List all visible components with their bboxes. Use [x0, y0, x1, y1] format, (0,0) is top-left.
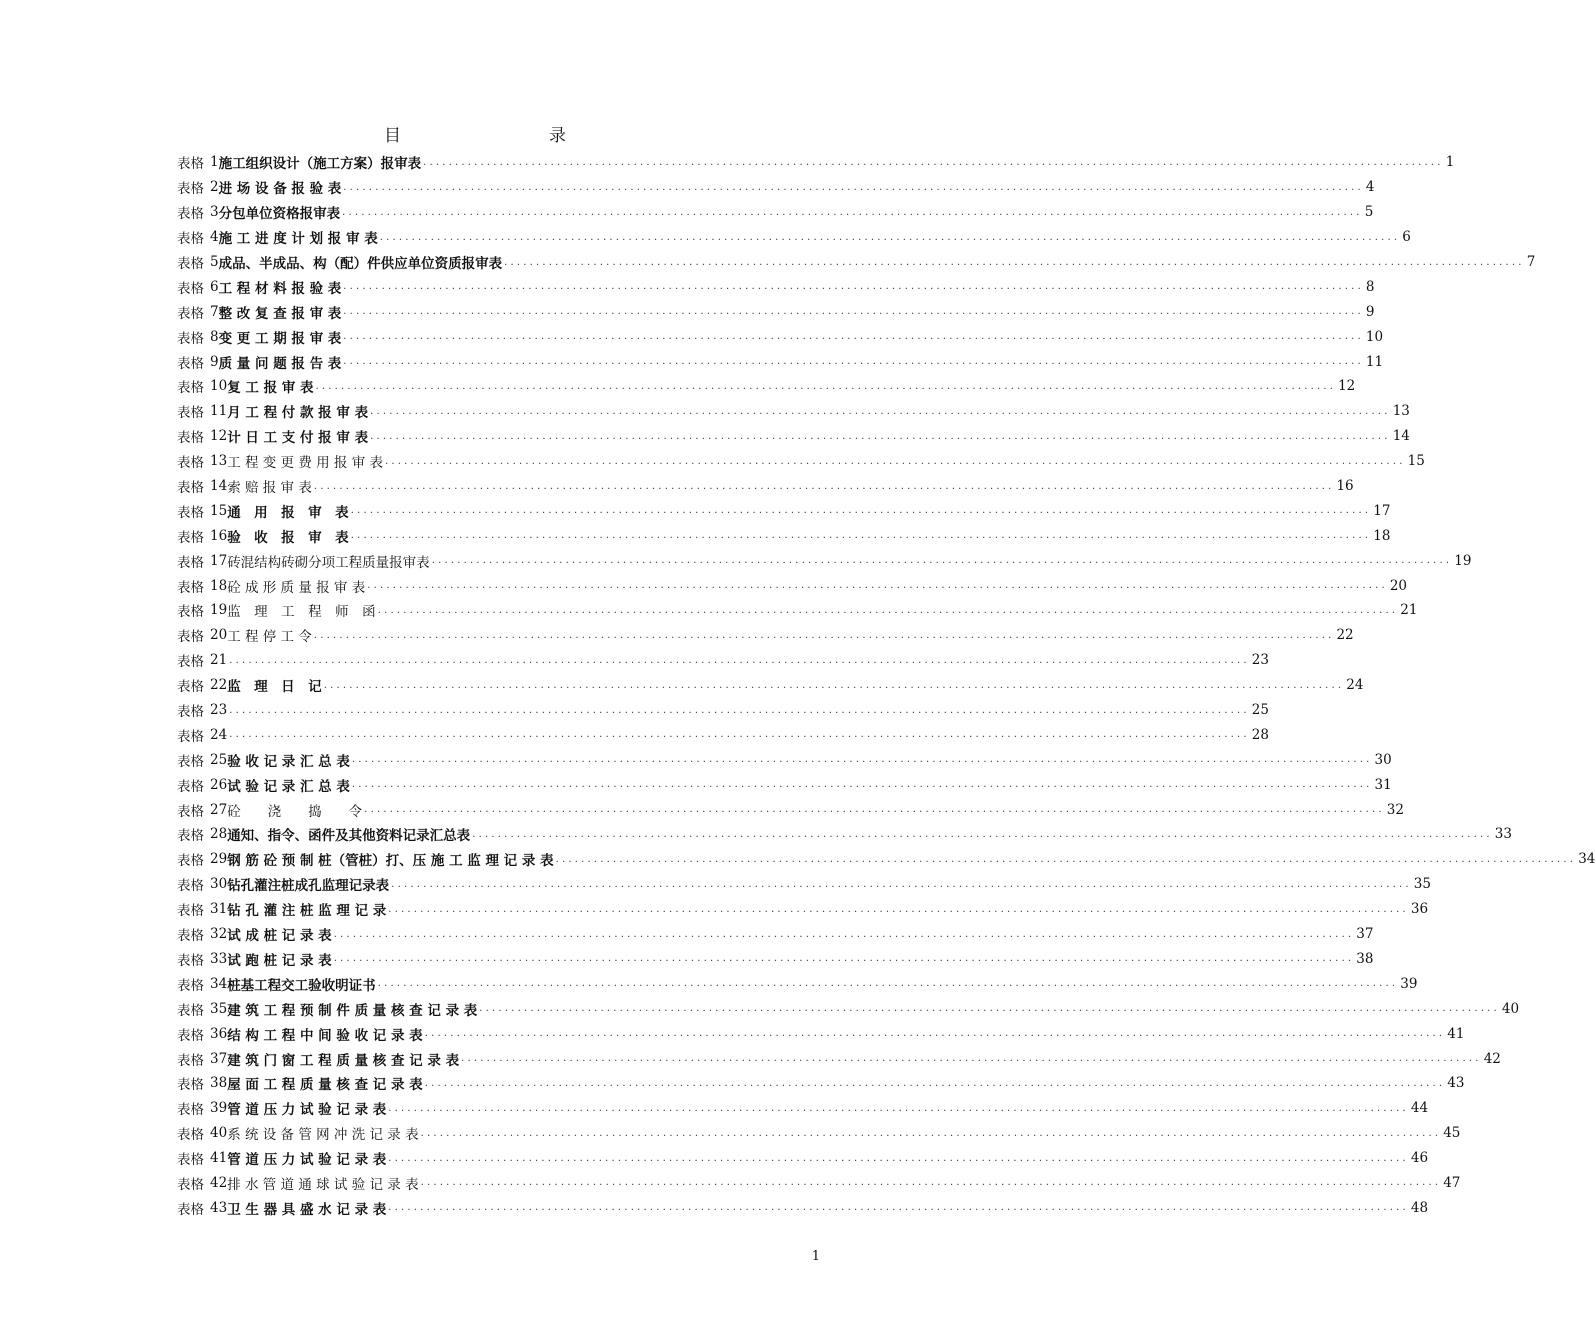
- toc-entry[interactable]: [177, 299, 1375, 324]
- toc-entry-number: 39: [210, 1100, 228, 1117]
- toc-entry-number: 3: [210, 204, 219, 221]
- toc-entry-leader: ................................................................................................................................................................: [424, 1077, 1446, 1089]
- toc-entry-leader: ................................................................................................................................................................: [377, 978, 1399, 990]
- toc-entry[interactable]: [177, 947, 1374, 972]
- toc-entry-leader: ................................................................................................................................................................: [367, 580, 1388, 592]
- toc-entry-prefix: 表格: [177, 1027, 204, 1044]
- toc-entry-prefix: 表格: [177, 778, 204, 795]
- toc-entry-leader: ................................................................................................................................................................: [388, 1202, 1409, 1214]
- toc-entry-prefix: 表格: [177, 878, 204, 895]
- toc-entry-title: 月 工 程 付 款 报 审 表: [227, 405, 369, 422]
- toc-entry[interactable]: [177, 797, 1404, 822]
- toc-entry-page: 12: [1338, 378, 1356, 395]
- toc-entry-page: 21: [1400, 602, 1418, 619]
- toc-entry-title: 钢 筋 砼 预 制 桩（管桩）打、压 施 工 监 理 记 录 表: [227, 853, 554, 870]
- toc-entry-title: 通 用 报 审 表: [227, 504, 349, 521]
- toc-entry-leader: ................................................................................................................................................................: [343, 331, 1364, 343]
- toc-entry-leader: ................................................................................................................................................................: [343, 306, 1364, 318]
- toc-entry-prefix: 表格: [177, 554, 204, 571]
- toc-entry-prefix: 表格: [177, 455, 204, 472]
- toc-entry[interactable]: [177, 1146, 1429, 1171]
- toc-entry-number: 22: [210, 677, 228, 694]
- toc-entry[interactable]: [177, 772, 1392, 797]
- toc-entry-page: 37: [1356, 926, 1374, 943]
- toc-entry-prefix: 表格: [177, 704, 204, 721]
- toc-entry[interactable]: [177, 523, 1391, 548]
- toc-entry[interactable]: [177, 324, 1384, 349]
- toc-entry-title: 施工组织设计（施工方案）报审表: [218, 156, 422, 173]
- toc-entry-page: 48: [1410, 1199, 1429, 1216]
- toc-entry-title: 试 验 记 录 汇 总 表: [227, 778, 350, 795]
- toc-entry-number: 35: [210, 1000, 228, 1017]
- toc-entry-prefix: 表格: [177, 1176, 204, 1193]
- toc-entry-prefix: 表格: [177, 952, 204, 969]
- toc-entry-number: 38: [210, 1075, 228, 1092]
- toc-entry-number: 7: [210, 303, 219, 320]
- toc-entry[interactable]: [177, 922, 1374, 947]
- toc-entry-title: 试 跑 桩 记 录 表: [227, 952, 332, 969]
- toc-entry[interactable]: [177, 1121, 1461, 1146]
- toc-entry-title: 工 程 停 工 令: [227, 629, 312, 646]
- toc-entry-number: 24: [210, 726, 228, 743]
- toc-entry-number: 21: [210, 652, 228, 669]
- toc-entry-number: 43: [210, 1199, 228, 1216]
- toc-entry[interactable]: [177, 424, 1410, 449]
- toc-entry-prefix: 表格: [177, 181, 204, 198]
- toc-entry-number: 1: [210, 154, 219, 171]
- toc-entry-number: 19: [210, 602, 228, 619]
- toc-entry-leader: ................................................................................................................................................................: [370, 405, 1391, 417]
- toc-entry-title: 索 赔 报 审 表: [227, 480, 312, 497]
- toc-entry[interactable]: [177, 250, 1536, 275]
- toc-entry-prefix: 表格: [177, 305, 204, 322]
- toc-entry-leader: ................................................................................................................................................................: [342, 206, 1363, 218]
- toc-entry-number: 33: [210, 950, 228, 967]
- toc-entry-leader: ................................................................................................................................................................: [388, 1102, 1409, 1114]
- toc-entry-title: 管 道 压 力 试 验 记 录 表: [227, 1152, 387, 1169]
- toc-entry[interactable]: [177, 498, 1391, 523]
- toc-entry-title: 钻孔灌注桩成孔监理记录表: [227, 878, 390, 895]
- toc-entry-number: 41: [210, 1150, 228, 1167]
- toc-entry-prefix: 表格: [177, 903, 204, 920]
- toc-entry-number: 6: [210, 278, 219, 295]
- toc-entry-page: 1: [1445, 154, 1455, 171]
- toc-entry-page: 39: [1400, 975, 1418, 992]
- toc-entry-number: 9: [210, 353, 219, 370]
- toc-entry-page: 8: [1365, 278, 1375, 295]
- toc-entry[interactable]: [177, 648, 1269, 673]
- toc-entry-title: 进 场 设 备 报 验 表: [218, 181, 342, 198]
- toc-entry-page: 24: [1346, 677, 1364, 694]
- toc-entry-leader: ................................................................................................................................................................: [229, 654, 1250, 666]
- toc-entry-number: 31: [210, 901, 228, 918]
- toc-entry-title: 砖混结构砖砌分项工程质量报审表: [227, 554, 430, 571]
- toc-entry-page: 36: [1410, 901, 1429, 918]
- toc-entry-prefix: 表格: [177, 1002, 204, 1019]
- toc-entry-prefix: 表格: [177, 928, 204, 945]
- toc-entry-number: 17: [210, 552, 228, 569]
- toc-entry-leader: ................................................................................................................................................................: [472, 828, 1493, 840]
- toc-entry-page: 30: [1374, 751, 1392, 768]
- toc-entry-page: 17: [1373, 502, 1391, 519]
- toc-entry[interactable]: [177, 996, 1520, 1021]
- toc-entry[interactable]: [177, 872, 1431, 897]
- toc-entry-prefix: 表格: [177, 728, 204, 745]
- toc-entry-leader: ................................................................................................................................................................: [424, 1028, 1446, 1040]
- toc-entry-prefix: 表格: [177, 803, 204, 820]
- toc-entry-leader: ................................................................................................................................................................: [379, 231, 1401, 243]
- toc-entry-page: 20: [1389, 577, 1408, 594]
- toc-entry[interactable]: [177, 971, 1418, 996]
- toc-entry-title: 验 收 报 审 表: [227, 529, 349, 546]
- toc-entry-page: 14: [1392, 428, 1410, 445]
- toc-entry-page: 47: [1443, 1174, 1461, 1191]
- toc-entry[interactable]: [177, 573, 1408, 598]
- toc-title-char: 目: [384, 126, 401, 146]
- toc-entry-prefix: 表格: [177, 280, 204, 297]
- toc-entry-number: 14: [210, 478, 228, 495]
- toc-entry-title: 成品、半成品、构（配）件供应单位资质报审表: [218, 256, 503, 272]
- toc-entry-prefix: 表格: [177, 231, 204, 248]
- toc-entry-leader: ................................................................................................................................................................: [388, 1152, 1409, 1164]
- toc-entry[interactable]: [177, 150, 1455, 175]
- toc-entry-leader: ................................................................................................................................................................: [423, 156, 1444, 168]
- toc-entry-prefix: 表格: [177, 604, 204, 621]
- toc-entry-page: 43: [1447, 1075, 1465, 1092]
- toc-entry-page: 33: [1494, 826, 1512, 843]
- toc-entry-number: 25: [210, 751, 228, 768]
- toc-entry[interactable]: [177, 1021, 1465, 1046]
- toc-entry-leader: ................................................................................................................................................................: [370, 430, 1391, 442]
- toc-entry[interactable]: [177, 598, 1418, 623]
- toc-entry-title: 计 日 工 支 付 报 审 表: [227, 430, 369, 447]
- toc-entry-title: 管 道 压 力 试 验 记 录 表: [227, 1102, 387, 1119]
- toc-entry-leader: ................................................................................................................................................................: [461, 1053, 1482, 1064]
- toc-entry-number: 12: [210, 428, 228, 445]
- toc-entry-leader: ................................................................................................................................................................: [333, 953, 1355, 965]
- toc-entry-leader: ................................................................................................................................................................: [420, 1127, 1442, 1139]
- toc-entry-number: 32: [210, 926, 228, 943]
- toc-entry-leader: ................................................................................................................................................................: [391, 878, 1412, 890]
- toc-entry-number: 27: [210, 801, 228, 818]
- toc-entry-number: 18: [210, 577, 228, 594]
- toc-entry-title: 通知、指令、函件及其他资料记录汇总表: [227, 828, 471, 845]
- toc-entry-page: 28: [1251, 726, 1269, 743]
- toc-entry-number: 34: [210, 975, 228, 992]
- toc-entry[interactable]: [177, 847, 1595, 872]
- toc-entry-prefix: 表格: [177, 156, 204, 173]
- toc-entry-prefix: 表格: [177, 1077, 204, 1094]
- toc-entry[interactable]: [177, 474, 1354, 499]
- toc-entry-leader: ................................................................................................................................................................: [350, 530, 1372, 542]
- toc-entry-prefix: 表格: [177, 380, 204, 397]
- toc-entry-title: 复 工 报 审 表: [227, 380, 314, 397]
- toc-entry[interactable]: [177, 349, 1384, 374]
- toc-entry-leader: ................................................................................................................................................................: [323, 679, 1345, 691]
- toc-entry-title: 卫 生 器 具 盛 水 记 录 表: [227, 1201, 387, 1218]
- toc-entry-page: 18: [1373, 527, 1391, 544]
- toc-entry-prefix: 表格: [177, 679, 204, 696]
- toc-entry-leader: ................................................................................................................................................................: [313, 629, 1335, 641]
- toc-entry-number: 29: [210, 851, 228, 868]
- toc-entry-prefix: 表格: [177, 654, 204, 671]
- toc-entry-leader: ................................................................................................................................................................: [343, 281, 1364, 293]
- toc-entry-page: 31: [1374, 776, 1392, 793]
- toc-entry[interactable]: [177, 1171, 1461, 1196]
- toc-entry-title: 桩基工程交工验收明证书: [227, 977, 376, 994]
- toc-entry-page: 5: [1364, 204, 1374, 221]
- toc-entry-page: 23: [1251, 652, 1269, 669]
- toc-entry-title: 监 理 日 记: [227, 679, 322, 696]
- toc-entry[interactable]: [177, 374, 1356, 399]
- toc-entry-leader: ................................................................................................................................................................: [420, 1177, 1442, 1189]
- toc-entry[interactable]: [177, 548, 1472, 573]
- toc-entry[interactable]: [177, 1071, 1465, 1096]
- toc-entry-prefix: 表格: [177, 853, 204, 870]
- toc-entry-title: 监 理 工 程 师 函: [227, 604, 376, 621]
- toc-entry-leader: ................................................................................................................................................................: [351, 754, 1373, 766]
- toc-entry-page: 6: [1402, 229, 1411, 246]
- toc-entry-title: 工 程 变 更 费 用 报 审 表: [227, 455, 384, 472]
- toc-entry-prefix: 表格: [177, 828, 204, 845]
- toc-entry-page: 46: [1410, 1150, 1429, 1167]
- toc-entry[interactable]: [177, 1195, 1429, 1220]
- toc-entry-title: 建 筑 门 窗 工 程 质 量 核 查 记 录 表: [227, 1052, 460, 1069]
- toc-entry-title: 排 水 管 道 通 球 试 验 记 录 表: [227, 1176, 419, 1193]
- toc-entry-number: 2: [210, 179, 219, 196]
- toc-entry-leader: ................................................................................................................................................................: [504, 256, 1525, 268]
- toc-entry-page: 35: [1413, 876, 1431, 893]
- page-number: 1: [811, 1249, 820, 1264]
- toc-entry-number: 37: [210, 1050, 228, 1067]
- toc-entry[interactable]: [177, 449, 1425, 474]
- toc-entry-title: 屋 面 工 程 质 量 核 查 记 录 表: [227, 1077, 423, 1094]
- toc-entry-leader: ................................................................................................................................................................: [364, 804, 1385, 816]
- toc-entry-number: 23: [210, 702, 228, 719]
- toc-entry-leader: ................................................................................................................................................................: [229, 704, 1250, 716]
- toc-entry-prefix: 表格: [177, 1127, 204, 1144]
- toc-entry[interactable]: [177, 673, 1364, 698]
- toc-entry-title: 质 量 问 题 报 告 表: [218, 355, 342, 372]
- toc-entry-number: 36: [210, 1025, 228, 1042]
- toc-entry-page: 13: [1392, 403, 1410, 420]
- toc-entry[interactable]: [177, 698, 1269, 723]
- toc-entry-page: 7: [1526, 254, 1536, 270]
- toc-entry-page: 4: [1365, 179, 1375, 196]
- toc-entry-number: 30: [210, 876, 228, 893]
- toc-entry-leader: ................................................................................................................................................................: [351, 779, 1373, 791]
- toc-entry-prefix: 表格: [177, 405, 204, 422]
- toc-entry[interactable]: [177, 175, 1375, 200]
- toc-entry-prefix: 表格: [177, 579, 204, 596]
- toc-entry-number: 8: [210, 328, 219, 345]
- toc-entry[interactable]: [177, 200, 1374, 225]
- toc-entry[interactable]: [177, 225, 1411, 250]
- toc-entry-number: 28: [210, 826, 228, 843]
- toc-entry-leader: ................................................................................................................................................................: [350, 505, 1372, 517]
- toc-entry[interactable]: [177, 1046, 1501, 1071]
- toc-entry-number: 11: [210, 403, 228, 420]
- toc-entry-title: 整 改 复 查 报 审 表: [218, 305, 342, 322]
- toc-entry-leader: ................................................................................................................................................................: [343, 181, 1364, 193]
- toc-entry-number: 13: [210, 453, 228, 470]
- toc-entry-page: 42: [1483, 1050, 1501, 1067]
- toc-entry-page: 11: [1365, 353, 1384, 370]
- toc-entry-leader: ................................................................................................................................................................: [315, 380, 1337, 392]
- toc-entry-page: 40: [1501, 1000, 1520, 1017]
- toc-entry-leader: ................................................................................................................................................................: [555, 853, 1577, 865]
- toc-title-char: 录: [549, 126, 566, 146]
- toc-entry-prefix: 表格: [177, 480, 204, 497]
- toc-entry-page: 41: [1447, 1025, 1465, 1042]
- toc-entry-prefix: 表格: [177, 753, 204, 770]
- toc-entry-page: 19: [1454, 552, 1472, 569]
- toc-entry-prefix: 表格: [177, 504, 204, 521]
- toc-entry-title: 建 筑 工 程 预 制 件 质 量 核 查 记 录 表: [227, 1002, 478, 1019]
- toc-entry-leader: ................................................................................................................................................................: [333, 928, 1355, 940]
- toc-entry-title: 试 成 桩 记 录 表: [227, 928, 332, 945]
- toc-entry-leader: ................................................................................................................................................................: [479, 1003, 1500, 1015]
- toc-entry-title: 钻 孔 灌 注 桩 监 理 记 录: [227, 903, 387, 920]
- toc-entry-page: 45: [1443, 1125, 1461, 1142]
- toc-entry[interactable]: [177, 1096, 1429, 1121]
- toc-entry[interactable]: [177, 722, 1269, 747]
- toc-entry-page: 16: [1336, 478, 1354, 495]
- toc-entry-leader: ................................................................................................................................................................: [377, 604, 1399, 616]
- toc-entry-prefix: 表格: [177, 330, 204, 347]
- toc-entry-page: 44: [1410, 1100, 1429, 1117]
- toc-entry-page: 38: [1356, 950, 1374, 967]
- toc-entry-prefix: 表格: [177, 977, 204, 994]
- toc-entry-page: 22: [1336, 627, 1354, 644]
- toc-title: [0, 124, 950, 148]
- toc-entry-leader: ................................................................................................................................................................: [343, 356, 1364, 368]
- toc-entry-prefix: 表格: [177, 1102, 204, 1119]
- toc-entry-leader: ................................................................................................................................................................: [229, 729, 1250, 741]
- toc-entry-prefix: 表格: [177, 529, 204, 546]
- toc-entry-prefix: 表格: [177, 355, 204, 372]
- toc-entry-leader: ................................................................................................................................................................: [388, 903, 1409, 915]
- toc-entry-prefix: 表格: [177, 1201, 204, 1218]
- toc-entry-title: 施 工 进 度 计 划 报 审 表: [218, 231, 378, 248]
- toc-entry-prefix: 表格: [177, 206, 204, 223]
- toc-entry[interactable]: [177, 623, 1354, 648]
- toc-entry-title: 砼 成 形 质 量 报 审 表: [227, 579, 366, 596]
- toc-entry-number: 5: [210, 254, 219, 270]
- toc-entry[interactable]: [177, 822, 1512, 847]
- toc-entry[interactable]: [177, 274, 1375, 299]
- toc-entry-number: 42: [210, 1174, 228, 1191]
- toc-entry-number: 15: [210, 502, 228, 519]
- toc-entry-title: 工 程 材 料 报 验 表: [218, 280, 342, 297]
- toc-entry-number: 4: [210, 229, 219, 246]
- toc-entry[interactable]: [177, 897, 1429, 922]
- toc-entry-title: 砼 浇 捣 令: [227, 803, 363, 820]
- toc-entry-title: 变 更 工 期 报 审 表: [218, 330, 342, 347]
- toc-entry-number: 16: [210, 527, 228, 544]
- toc-entry-leader: ................................................................................................................................................................: [431, 555, 1453, 567]
- toc-entry-prefix: 表格: [177, 629, 204, 646]
- toc-entry-leader: ................................................................................................................................................................: [385, 455, 1406, 467]
- toc-entry-number: 10: [210, 378, 228, 395]
- toc-entry-leader: ................................................................................................................................................................: [313, 480, 1335, 492]
- toc-entry-title: 分包单位资格报审表: [218, 206, 341, 223]
- toc-entry-page: 9: [1365, 303, 1375, 320]
- toc-entry[interactable]: [177, 399, 1410, 424]
- toc-entry-title: 系 统 设 备 管 网 冲 洗 记 录 表: [227, 1127, 419, 1144]
- toc-list: [177, 150, 1595, 1220]
- toc-entry-title: 验 收 记 录 汇 总 表: [227, 753, 350, 770]
- toc-entry-page: 15: [1407, 453, 1425, 470]
- toc-entry-prefix: 表格: [177, 1052, 204, 1069]
- toc-entry-number: 40: [210, 1125, 228, 1142]
- toc-entry-title: 结 构 工 程 中 间 验 收 记 录 表: [227, 1027, 423, 1044]
- toc-entry-number: 20: [210, 627, 228, 644]
- toc-entry-page: 34: [1578, 851, 1595, 868]
- toc-entry-page: 32: [1386, 801, 1404, 818]
- toc-entry-prefix: 表格: [177, 430, 204, 447]
- toc-entry-number: 26: [210, 776, 228, 793]
- toc-entry[interactable]: [177, 747, 1392, 772]
- toc-entry-page: 25: [1251, 702, 1269, 719]
- toc-entry-page: 10: [1365, 328, 1384, 345]
- toc-entry-prefix: 表格: [177, 1152, 204, 1169]
- toc-entry-prefix: 表格: [177, 256, 204, 272]
